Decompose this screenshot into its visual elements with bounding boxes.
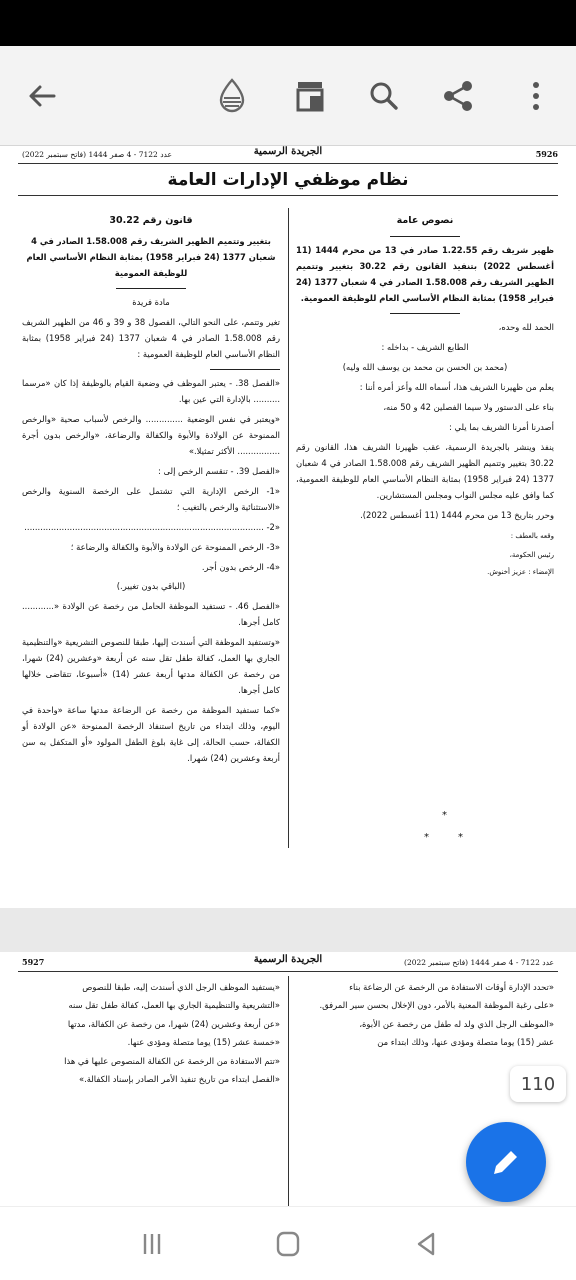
article-intro: تغير وتتمم، على النحو التالي، الفصول 38 و 39 و 46 من الظهير الشريف رقم 1.58.008 الصادر في 4 شعبان 1377 (24 فبراير 1958) بمثابة النظام الأساسي العام للوظيفة العمومية :	[22, 316, 281, 359]
divider	[390, 236, 460, 237]
unchanged-note: (الباقي بدون تغيير.)	[116, 581, 186, 592]
seal-line: الطابع الشريف - بداخله :	[381, 341, 469, 352]
page-indicator[interactable]: 110	[510, 1066, 566, 1102]
article-39: «الفصل 39. - تنقسم الرخص إلى :	[158, 465, 280, 476]
page-title: نظام موظفي الإدارات العامة	[18, 170, 558, 196]
star: *	[424, 832, 429, 843]
law-description: بتغيير وتتميم الظهير الشريف رقم 1.58.008 الصادر في 4 شعبان 1377 (24 فبراير 1958) بمثابة النظام الأساسي العام للوظيفة العمومية	[26, 236, 276, 278]
article-38: «الفصل 38. - يعتبر الموظف في وضعية القيام بالوظيفة إذا كان «مرسما .......... بالإدارة التي عين بها.	[22, 377, 280, 404]
document-viewer[interactable]	[0, 146, 576, 1206]
text-line: «الفصل ابتداء من تاريخ تنفيذ الأمر الصادر بإسناد الكفالة.»	[78, 1074, 280, 1085]
section-heading: نصوص عامة	[396, 215, 454, 226]
left-column	[22, 978, 280, 1089]
text-line: «يستفيد الموظف الرجل الذي أسندت إليه، طبقا للنصوص	[82, 982, 280, 992]
column-divider	[288, 976, 289, 1206]
article-46-adoption: «وتستفيد الموظفة التي أسندت إليها، طبقا للنصوص التشريعية «والتنظيمية الجاري بها العمل، كفالة طفل تقل سنه عن أربعة «وعشرين (24) شهرا، من رخصة عن الكفالة مدتها أربعة عشر (14) «أسبوعا، تتقاضى خلالها كامل أجرها.	[22, 637, 280, 696]
text-line: «الموظف الرجل الذي ولد له طفل من رخصة عن الأبوة،	[359, 1018, 554, 1029]
home-icon[interactable]	[268, 1229, 308, 1259]
issue-info: عدد 7122 - 4 صفر 1444 (فاتح سبتمبر 2022)	[404, 958, 554, 967]
article-39-item-3: «3- الرخص الممنوحة عن الولادة والأبوة والكفالة والرضاعة ؛	[70, 541, 280, 552]
text-line: عشر (15) يوما متصلة ومؤدى عنها، وذلك ابتداء من	[377, 1037, 554, 1048]
top-toolbar	[0, 46, 576, 146]
publication-name: الجريدة الرسمية	[253, 954, 323, 965]
right-column	[296, 212, 554, 583]
edit-button[interactable]	[466, 1122, 546, 1202]
star: *	[458, 832, 463, 843]
star: *	[442, 810, 447, 821]
article-39-item-2: «2- ..........................................................................................	[24, 521, 280, 532]
text-line: «عن أربعة وعشرين (24) شهرا، من رخصة عن الكفالة، مدتها	[67, 1018, 280, 1029]
dated-line: وحرر بتاريخ 13 من محرم 1444 (11 أغسطس 2022).	[360, 509, 554, 520]
preamble: يعلم من ظهيرنا الشريف هذا، أسماه الله وأعز أمره أننا :	[359, 381, 554, 392]
system-nav-bar	[0, 1206, 576, 1280]
reading-mode-icon[interactable]	[210, 74, 254, 118]
article-46: «الفصل 46. - تستفيد الموظفة الحامل من رخصة عن الولادة «............ كامل أجرها.	[22, 601, 280, 628]
praise-line: الحمد لله وحده،	[498, 321, 554, 332]
pm-line: رئيس الحكومة،	[509, 550, 554, 559]
back-icon[interactable]	[406, 1229, 446, 1259]
divider	[210, 369, 280, 370]
status-bar	[0, 0, 576, 46]
text-line: «التشريعية والتنظيمية الجاري بها العمل، كفالة طفل تقل سنه	[68, 1000, 280, 1011]
edit-icon	[489, 1145, 523, 1179]
text-line: «تتم الاستفادة من الرخصة عن الكفالة المنصوص عليها في هذا	[64, 1055, 280, 1066]
issue-info: عدد 7122 - 4 صفر 1444 (فاتح سبتمبر 2022)	[22, 150, 172, 159]
search-icon[interactable]	[362, 74, 406, 118]
bookmark-icon[interactable]	[288, 74, 332, 118]
text-line: «تحدد الإدارة أوقات الاستفادة من الرخصة عن الرضاعة بناء	[349, 982, 554, 992]
law-number: قانون رقم 30.22	[109, 215, 193, 226]
column-divider	[288, 208, 289, 848]
text-line: «على رغبة الموظفة المعنية بالأمر، دون الإخلال بحسن سير المرفق.	[319, 1000, 554, 1011]
more-icon[interactable]	[514, 74, 558, 118]
page-separator	[0, 908, 576, 952]
document-page	[18, 146, 558, 906]
article-46-nursing: «كما تستفيد الموظفة من رخصة عن الرضاعة مدتها ساعة «واحدة في اليوم، وذلك ابتداء من تاريخ استنفاذ الرخصة الممنوحة «عن الولادة أو الكفالة، حسب الحالة، إلى غاية بلوغ الطفل المولود «أو المتكفل به سن أربعة وعشرين (24) شهرا.	[22, 705, 280, 764]
page-number: 5926	[535, 149, 558, 159]
divider	[116, 288, 186, 289]
publication-name: الجريدة الرسمية	[253, 146, 323, 157]
constitution-ref: بناء على الدستور ولا سيما الفصلين 42 و 50 منه،	[383, 401, 554, 412]
divider	[390, 313, 460, 314]
single-article-heading: مادة فريدة	[132, 296, 170, 307]
signature-line: الإمضاء : عزيز أخنوش.	[487, 568, 554, 577]
article-39-item-4: «4- الرخص بدون أجر.	[201, 561, 280, 572]
countersign-line: وقعه بالعطف :	[510, 531, 554, 540]
left-column	[22, 212, 280, 771]
page-number: 5927	[22, 957, 45, 967]
right-column	[296, 978, 554, 1052]
recents-icon[interactable]	[132, 1229, 172, 1259]
dahir-title: ظهير شريف رقم 1.22.55 صادر في 13 من محرم 1444 (11 أغسطس 2022) بتنفيذ القانون رقم 30.22 بتغيير وتتميم الظهير الشريف رقم 1.58.008 الصادر في 4 شعبان 1377 (24 فبراير 1958) بمثابة النظام الأساسي العام للوظيفة العمومية.	[296, 245, 555, 303]
decree-line: أصدرنا أمرنا الشريف بما يلي :	[449, 421, 554, 432]
article-38-cont: «ويعتبر في نفس الوضعية .............. والرخص لأسباب صحية «والرخص الممنوحة عن الولادة والأبوة والكفالة والرضاعة، «والرخص بدون أجرة ................ الأكثر تمثيلا.»	[22, 413, 280, 456]
share-icon[interactable]	[436, 74, 480, 118]
back-arrow-icon[interactable]	[20, 74, 64, 118]
seal-name: (محمد بن الحسن بن محمد بن يوسف الله وليه)	[342, 361, 508, 372]
running-head	[18, 146, 558, 164]
text-line: «خمسة عشر (15) يوما متصلة ومؤدى عنها.	[127, 1037, 280, 1048]
dahir-body: ينفذ وينشر بالجريدة الرسمية، عقب ظهيرنا الشريف هذا، القانون رقم 30.22 بتغيير وتتميم الظهير الشريف رقم 1.58.008 الصادر في 4 شعبان 1377 (24 فبراير 1958) بمثابة النظام الأساسي العام للوظيفة العمومية، كما وافق عليه مجلس النواب ومجلس المستشارين.	[296, 441, 555, 500]
running-head	[18, 954, 558, 972]
article-39-item-1: «1- الرخص الإدارية التي تشتمل على الرخصة السنوية والرخص «الاستثنائية والرخص بالتغيب ؛	[22, 485, 280, 512]
